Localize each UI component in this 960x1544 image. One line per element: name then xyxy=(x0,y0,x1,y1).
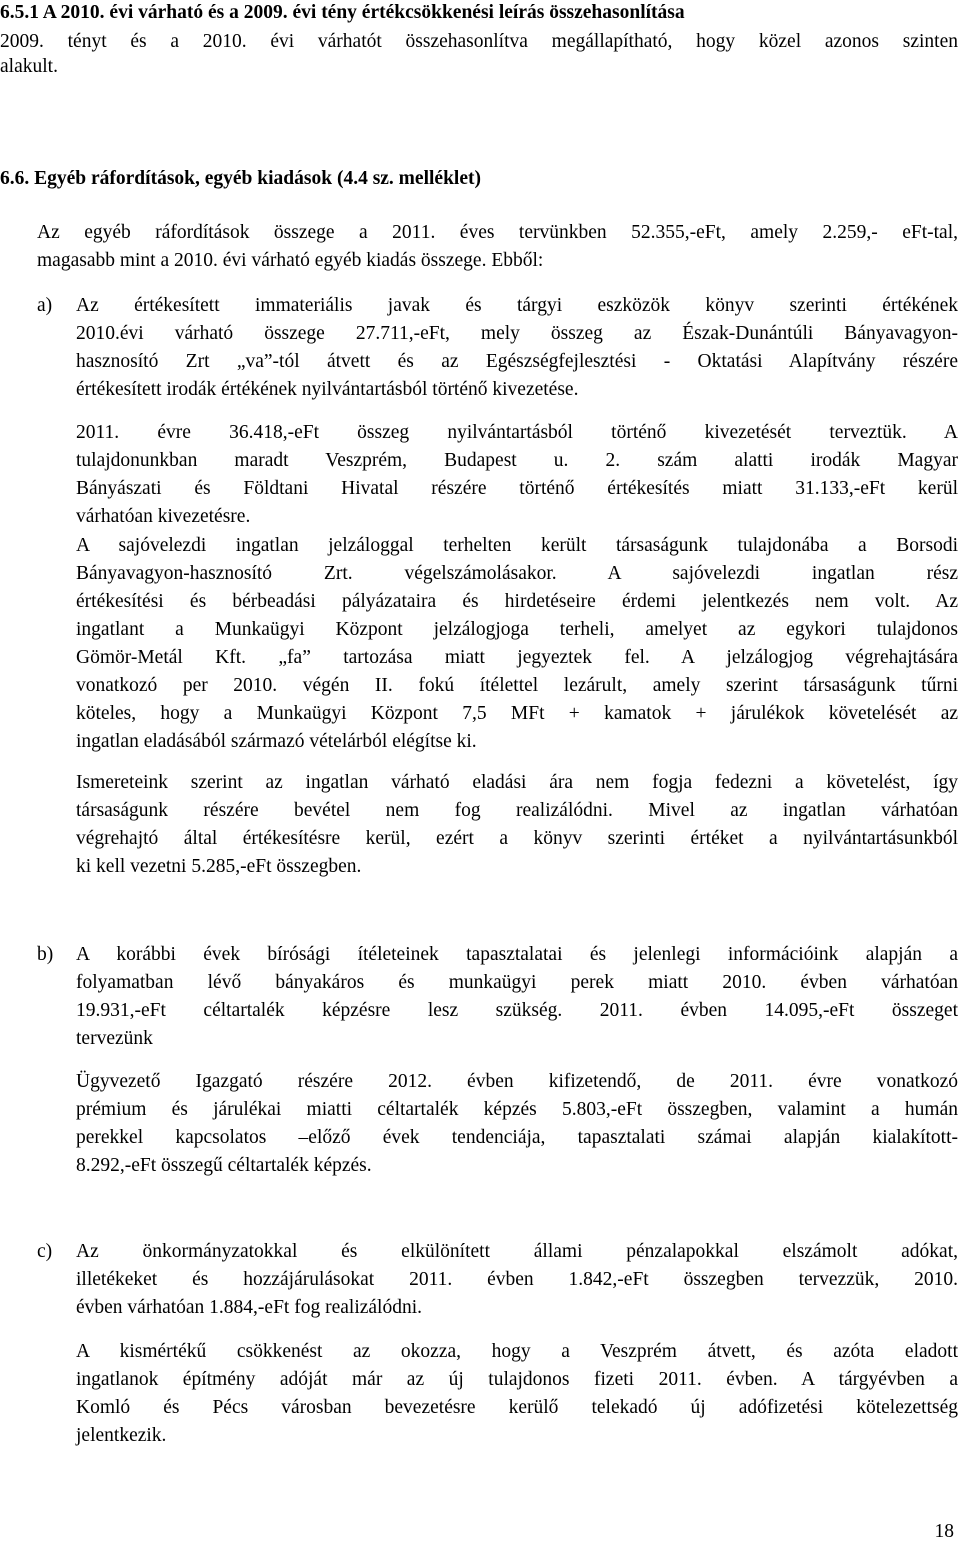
list-item-line: illetékeket és hozzájárulásokat 2011. évben 1.842,-eFt összegben tervezzük, 2010. xyxy=(76,1269,958,1290)
list-item-line: Az értékesített immateriális javak és tárgyi eszközök könyv szerinti értékének xyxy=(76,295,958,316)
list-item-line: ingatlan eladásából származó vételárból elégítse ki. xyxy=(76,731,477,752)
list-item-line: 19.931,-eFt céltartalék képzésre lesz szükség. 2011. évben 14.095,-eFt összeget xyxy=(76,1000,958,1021)
list-item-line: vonatkozó per 2010. végén II. fokú ítélettel lezárult, amely szerint társaságunk tűrni xyxy=(76,675,958,696)
paragraph-line: 2009. tényt és a 2010. évi várhatót összehasonlítva megállapítható, hogy közel azonos szinten xyxy=(0,31,958,52)
list-marker-c: c) xyxy=(37,1241,53,1262)
list-item-line: ki kell vezetni 5.285,-eFt összegben. xyxy=(76,856,362,877)
list-item-line: Az önkormányzatokkal és elkülönített állami pénzalapokkal elszámolt adókat, xyxy=(76,1241,958,1262)
page-number: 18 xyxy=(934,1521,954,1542)
paragraph-line: magasabb mint a 2010. évi várható egyéb kiadás összege. Ebből: xyxy=(37,250,544,271)
list-item-line: tulajdonunkban maradt Veszprém, Budapest u. 2. szám alatti irodák Magyar xyxy=(76,450,958,471)
list-item-line: perekkel kapcsolatos –előző évek tendenciája, tapasztalati számai alapján kialakított- xyxy=(76,1127,958,1148)
list-item-line: Gömör-Metál Kft. „fa” tartozása miatt jegyeztek fel. A jelzálogjog végrehajtására xyxy=(76,647,958,668)
list-marker-a: a) xyxy=(37,295,53,316)
list-item-line: jelentkezik. xyxy=(76,1425,167,1446)
list-item-line: hasznosító Zrt „va”-tól átvett és az Egészségfejlesztési - Oktatási Alapítvány részére xyxy=(76,351,958,372)
list-item-line: Ügyvezető Igazgató részére 2012. évben kifizetendő, de 2011. évre vonatkozó xyxy=(76,1071,958,1092)
list-item-line: Komló és Pécs városban bevezetésre kerülő telekadó új adófizetési kötelezettség xyxy=(76,1397,958,1418)
list-item-line: köteles, hogy a Munkaügyi Központ 7,5 MFt + kamatok + járulékok követelését az xyxy=(76,703,958,724)
list-item-line: Ismereteink szerint az ingatlan várható eladási ára nem fogja fedezni a követelést, így xyxy=(76,772,958,793)
list-item-line: A sajóvelezdi ingatlan jelzáloggal terhelten került társaságunk tulajdonába a Borsodi xyxy=(76,535,958,556)
list-item-line: értékesített irodák értékének nyilvántartásból történő kivezetése. xyxy=(76,379,579,400)
list-item-line: A kismértékű csökkenést az okozza, hogy a Veszprém átvett, és azóta eladott xyxy=(76,1341,958,1362)
list-item-line: 2010.évi várható összege 27.711,-eFt, mely összeg az Észak-Dunántúli Bányavagyon- xyxy=(76,323,958,344)
list-item-line: tervezünk xyxy=(76,1028,153,1049)
list-item-line: évben várhatóan 1.884,-eFt fog realizálódni. xyxy=(76,1297,423,1318)
list-item-line: prémium és járulékai miatti céltartalék képzés 5.803,-eFt összegben, valamint a humán xyxy=(76,1099,958,1120)
list-item-line: társaságunk részére bevétel nem fog realizálódni. Mivel az ingatlan várhatóan xyxy=(76,800,958,821)
paragraph-line: alakult. xyxy=(0,56,58,77)
list-marker-b: b) xyxy=(37,944,54,965)
list-item-line: ingatlanok építmény adóját már az új tulajdonos fizeti 2011. évben. A tárgyévben a xyxy=(76,1369,958,1390)
section-heading-6-5-1: 6.5.1 A 2010. évi várható és a 2009. évi tény értékcsökkenési leírás összehasonlítása xyxy=(0,2,685,23)
list-item-line: Bányavagyon-hasznosító Zrt. végelszámolásakor. A sajóvelezdi ingatlan rész xyxy=(76,563,958,584)
list-item-line: A korábbi évek bírósági ítéleteinek tapasztalatai és jelenlegi információink alapján a xyxy=(76,944,958,965)
list-item-line: 8.292,-eFt összegű céltartalék képzés. xyxy=(76,1155,372,1176)
list-item-line: folyamatban lévő bányakáros és munkaügyi perek miatt 2010. évben várhatóan xyxy=(76,972,958,993)
list-item-line: ingatlant a Munkaügyi Központ jelzálogjoga terheli, amelyet az egykori tulajdonos xyxy=(76,619,958,640)
list-item-line: Bányászati és Földtani Hivatal részére történő értékesítés miatt 31.133,-eFt kerül xyxy=(76,478,958,499)
list-item-line: várhatóan kivezetésre. xyxy=(76,506,251,527)
list-item-line: 2011. évre 36.418,-eFt összeg nyilvántartásból történő kivezetését terveztük. A xyxy=(76,422,958,443)
paragraph-line: Az egyéb ráfordítások összege a 2011. éves tervünkben 52.355,-eFt, amely 2.259,- eFt-tal, xyxy=(37,222,958,243)
section-heading-6-6: 6.6. Egyéb ráfordítások, egyéb kiadások (4.4 sz. melléklet) xyxy=(0,168,481,189)
list-item-line: végrehajtó által értékesítésre kerül, ezért a könyv szerinti értéket a nyilvántartásunkból xyxy=(76,828,958,849)
list-item-line: értékesítési és bérbeadási pályázataira és hirdetéseire érdemi jelentkezés nem volt. Az xyxy=(76,591,958,612)
